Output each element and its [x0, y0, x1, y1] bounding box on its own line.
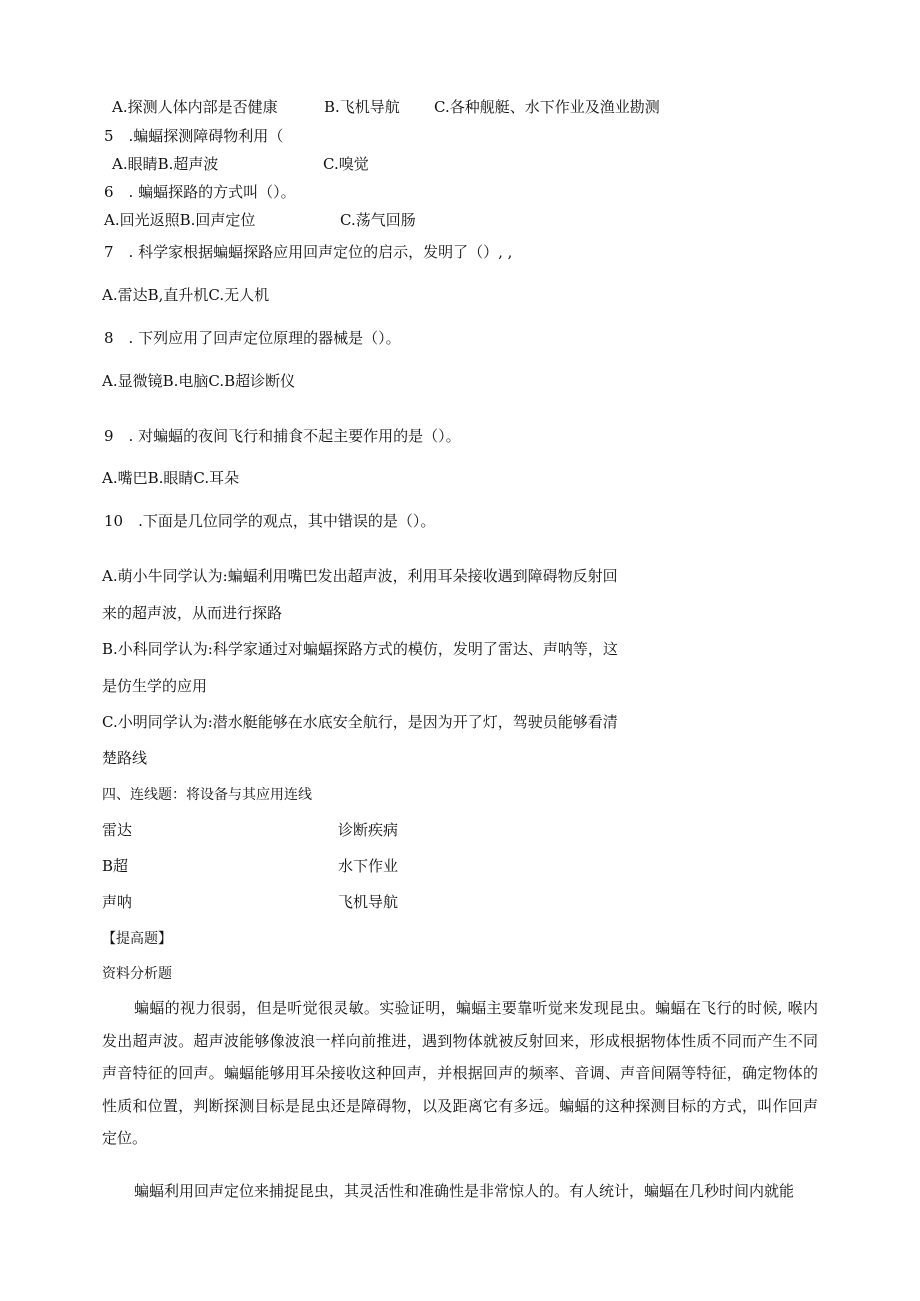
q10-option-b-line1: B.小科同学认为:科学家通过对蝙蝠探路方式的模仿，发明了雷达、声呐等，这 [102, 640, 618, 658]
device-sonar: 声呐 [102, 893, 133, 911]
q6-option-c: C.荡气回肠 [340, 211, 416, 229]
section4-title: 四、连线题：将设备与其应用连线 [102, 787, 312, 803]
application-diagnosis: 诊断疾病 [338, 821, 399, 839]
device-radar: 雷达 [102, 821, 133, 839]
q10-option-c-line1: C.小明同学认为:潜水艇能够在水底安全航行，是因为开了灯，驾驶员能够看清 [102, 713, 618, 731]
q7-options: A.雷达B,直升机C.无人机 [102, 286, 270, 304]
application-aircraft-navigation: 飞机导航 [338, 893, 399, 911]
device-b-ultrasound: B超 [102, 857, 129, 875]
q4-option-c: C.各种舰艇、水下作业及渔业勘测 [434, 98, 660, 116]
q8-options: A.显微镜B.电脑C.B超诊断仪 [102, 372, 296, 390]
q10-option-c-line2: 楚路线 [102, 749, 148, 767]
q5-option-c: C.嗅觉 [323, 155, 369, 173]
q8-stem: 8 . 下列应用了回声定位原理的器械是（）。 [104, 329, 401, 347]
q9-options: A.嘴巴B.眼睛C.耳朵 [102, 469, 240, 487]
advanced-title: 【提高题】 [102, 931, 172, 947]
reading-paragraph-1: 蝙蝠的视力很弱，但是听觉很灵敏。实验证明，蝙蝠主要靠听觉来发现昆虫。蝙蝠在飞行的时候, 喉内发出超声波。超声波能够像波浪一样向前推进，遇到物体就被反射回来，形成根据物体性质不同而产生不同声音特征的回声。蝙蝠能够用耳朵接收这种回声，并根据回声的频率、音调、声音间隔等特征，确定物体的性质和位置，判断探测目标是昆虫还是障碍物，以及距离它有多远。蝙蝠的这种探测目标的方式，叫作回声定位。 [102, 999, 818, 1147]
q10-option-a-line1: A.萌小牛同学认为:蝙蝠利用嘴巴发出超声波，利用耳朵接收遇到障碍物反射回 [102, 567, 618, 585]
advanced-subtitle: 资料分析题 [102, 966, 172, 982]
q10-option-a-line2: 来的超声波，从而进行探路 [102, 604, 283, 622]
q6-stem: 6 . 蝙蝠探路的方式叫（）。 [104, 183, 296, 201]
q6-option-ab: A.回光返照B.回声定位 [104, 211, 256, 229]
q7-stem: 7 . 科学家根据蝙蝠探路应用回声定位的启示，发明了（）, , [104, 243, 513, 261]
q10-option-b-line2: 是仿生学的应用 [102, 677, 208, 695]
q10-stem: 10 .下面是几位同学的观点，其中错误的是（）。 [104, 512, 436, 530]
application-underwater: 水下作业 [338, 857, 399, 875]
q4-option-a: A.探测人体内部是否健康 [112, 98, 278, 116]
reading-paragraph-2: 蝙蝠利用回声定位来捕捉昆虫，其灵活性和准确性是非常惊人的。有人统计，蝙蝠在几秒时间内就能 [134, 1182, 795, 1200]
q5-option-ab: A.眼睛B.超声波 [112, 155, 219, 173]
q9-stem: 9 . 对蝙蝠的夜间飞行和捕食不起主要作用的是（）。 [104, 427, 461, 445]
q5-stem: 5 .蝙蝠探测障碍物利用（ [104, 127, 284, 145]
q4-option-b: B.飞机导航 [324, 98, 400, 116]
